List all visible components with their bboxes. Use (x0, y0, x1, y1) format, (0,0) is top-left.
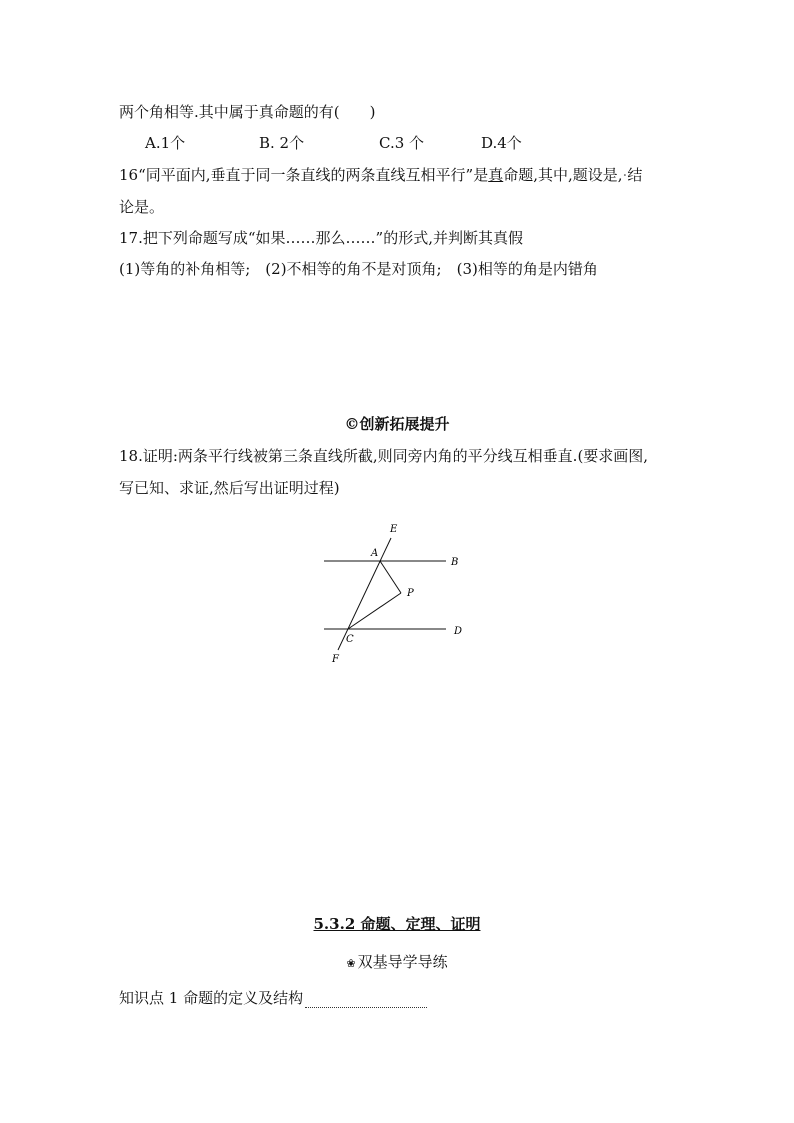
q18-line1: 18.证明:两条平行线被第三条直线所截,则同旁内角的平分线互相垂直.(要求画图, (119, 447, 649, 465)
q15-option-a: A.1个 (145, 134, 186, 152)
label-d: D (454, 626, 463, 637)
section-title-text: 5.3.2 命题、定理、证明 (313, 915, 481, 933)
fill-in-blank (305, 993, 427, 1008)
q15-option-c: C.3 个 (379, 134, 425, 152)
label-p: P (407, 588, 414, 599)
leaf-icon: ❀ (346, 957, 356, 970)
label-b: B (451, 557, 459, 568)
label-f: F (332, 654, 339, 665)
q16-part2: 命题,其中,题设是, (503, 166, 623, 184)
label-a: A (371, 548, 379, 559)
label-e: E (390, 524, 398, 535)
q15-option-b: B. 2个 (259, 134, 305, 152)
subsection-heading (0, 952, 794, 974)
q16-line2: 论是。 (119, 198, 165, 216)
knowledge-point (119, 988, 427, 1008)
subsection-text: 双基导学导练 (357, 953, 448, 971)
q16-line1 (119, 165, 642, 185)
knowledge-point-text: 知识点 1 命题的定义及结构 (119, 989, 304, 1007)
label-c: C (346, 634, 354, 645)
section-extend-heading: ©创新拓展提升 (344, 415, 450, 433)
q16-underlined: 真 (488, 166, 504, 184)
segment-ap (380, 561, 401, 593)
q17-items: (1)等角的补角相等; (2)不相等的角不是对顶角; (3)相等的角是内错角 (119, 260, 598, 278)
geometry-figure (318, 518, 478, 668)
q16-dot-mark: · (622, 166, 628, 184)
q18-line2: 写已知、求证,然后写出证明过程) (119, 479, 340, 497)
q17-title: 17.把下列命题写成“如果……那么……”的形式,并判断其真假 (119, 229, 523, 247)
q15-option-d: D.4个 (481, 134, 522, 152)
q16-part1: 16“同平面内,垂直于同一条直线的两条直线互相平行”是 (119, 166, 489, 184)
q15-text: 两个角相等.其中属于真命题的有( ) (119, 103, 376, 121)
section-title (0, 914, 794, 934)
q16-part3: 结 (627, 166, 643, 184)
